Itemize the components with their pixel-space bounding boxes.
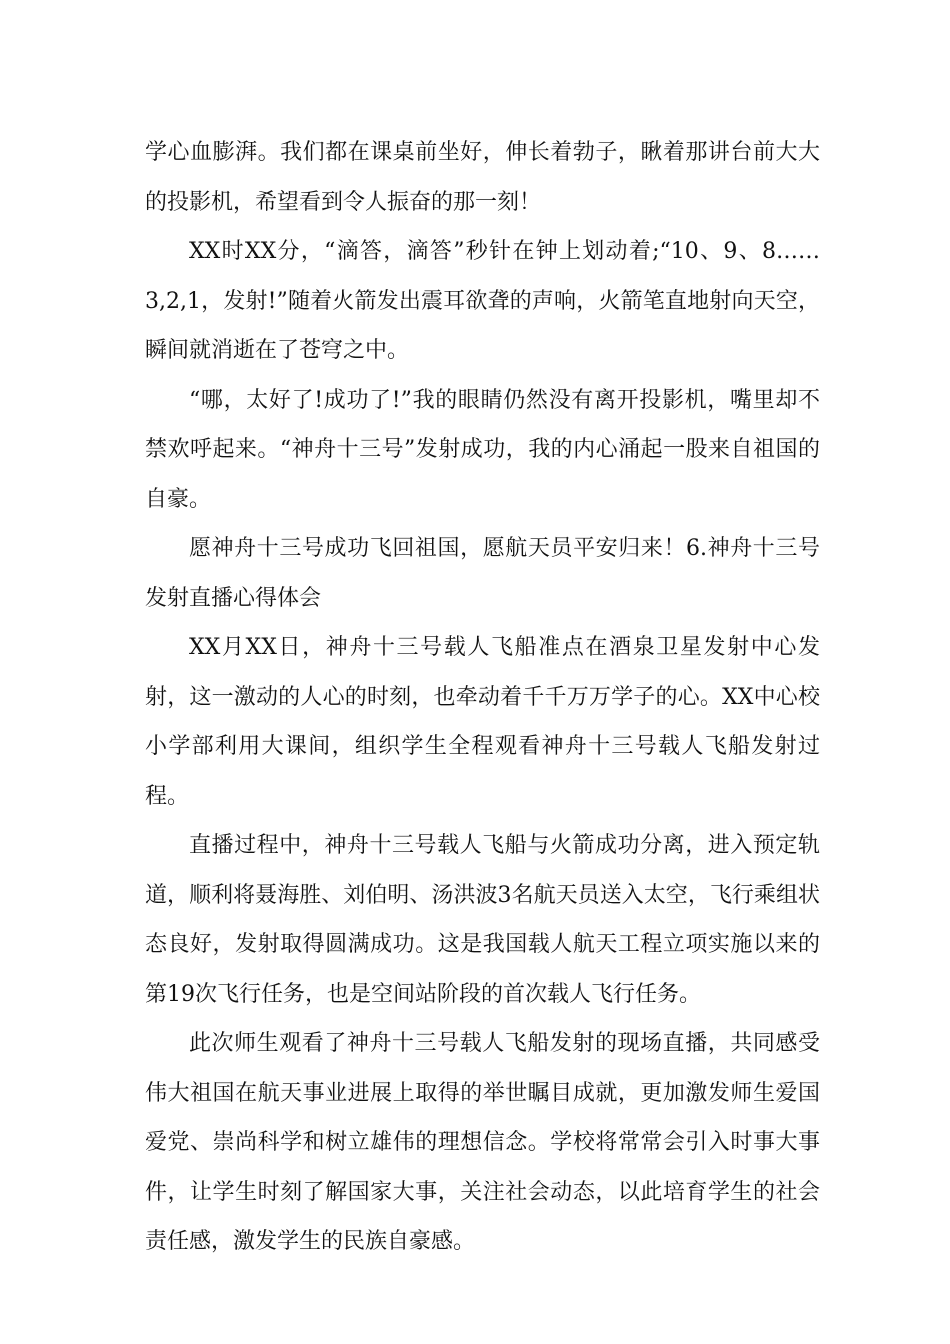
paragraph-7: 此次师生观看了神舟十三号载人飞船发射的现场直播，共同感受伟大祖国在航天事业进展上取得的举世瞩目成就，更加激发师生爱国爱党、崇尚科学和树立雄伟的理想信念。学校将常常会引入时事大事件，让学生时刻了解国家大事，关注社会动态，以此培育学生的社会责任感，激发学生的民族自豪感。 — [145, 1031, 820, 1254]
paragraph-6: 直播过程中，神舟十三号载人飞船与火箭成功分离，进入预定轨道，顺利将聂海胜、刘伯明、汤洪波3名航天员送入太空，飞行乘组状态良好，发射取得圆满成功。这是我国载人航天工程立项实施以来的第19次飞行任务，也是空间站阶段的首次载人飞行任务。 — [145, 833, 820, 1007]
paragraph-2: XX时XX分，“滴答，滴答”秒针在钟上划动着;“10、9、8……3,2,1，发射!”随着火箭发出震耳欲聋的声响，火箭笔直地射向天空，瞬间就消逝在了苍穹之中。 — [145, 239, 820, 363]
document-body — [145, 128, 820, 1267]
paragraph-4: 愿神舟十三号成功飞回祖国，愿航天员平安归来！6.神舟十三号发射直播心得体会 — [145, 536, 820, 611]
paragraph-3: “哪，太好了!成功了!”我的眼睛仍然没有离开投影机，嘴里却不禁欢呼起来。“神舟十三号”发射成功，我的内心涌起一股来自祖国的自豪。 — [145, 387, 820, 512]
paragraph-1: 学心血膨湃。我们都在课桌前坐好，伸长着勃子，瞅着那讲台前大大的投影机，希望看到令人振奋的那一刻！ — [145, 140, 820, 215]
paragraph-5: XX月XX日，神舟十三号载人飞船准点在酒泉卫星发射中心发射，这一激动的人心的时刻，也牵动着千千万万学子的心。XX中心校小学部利用大课间，组织学生全程观看神舟十三号载人飞船发射过程。 — [145, 635, 820, 809]
